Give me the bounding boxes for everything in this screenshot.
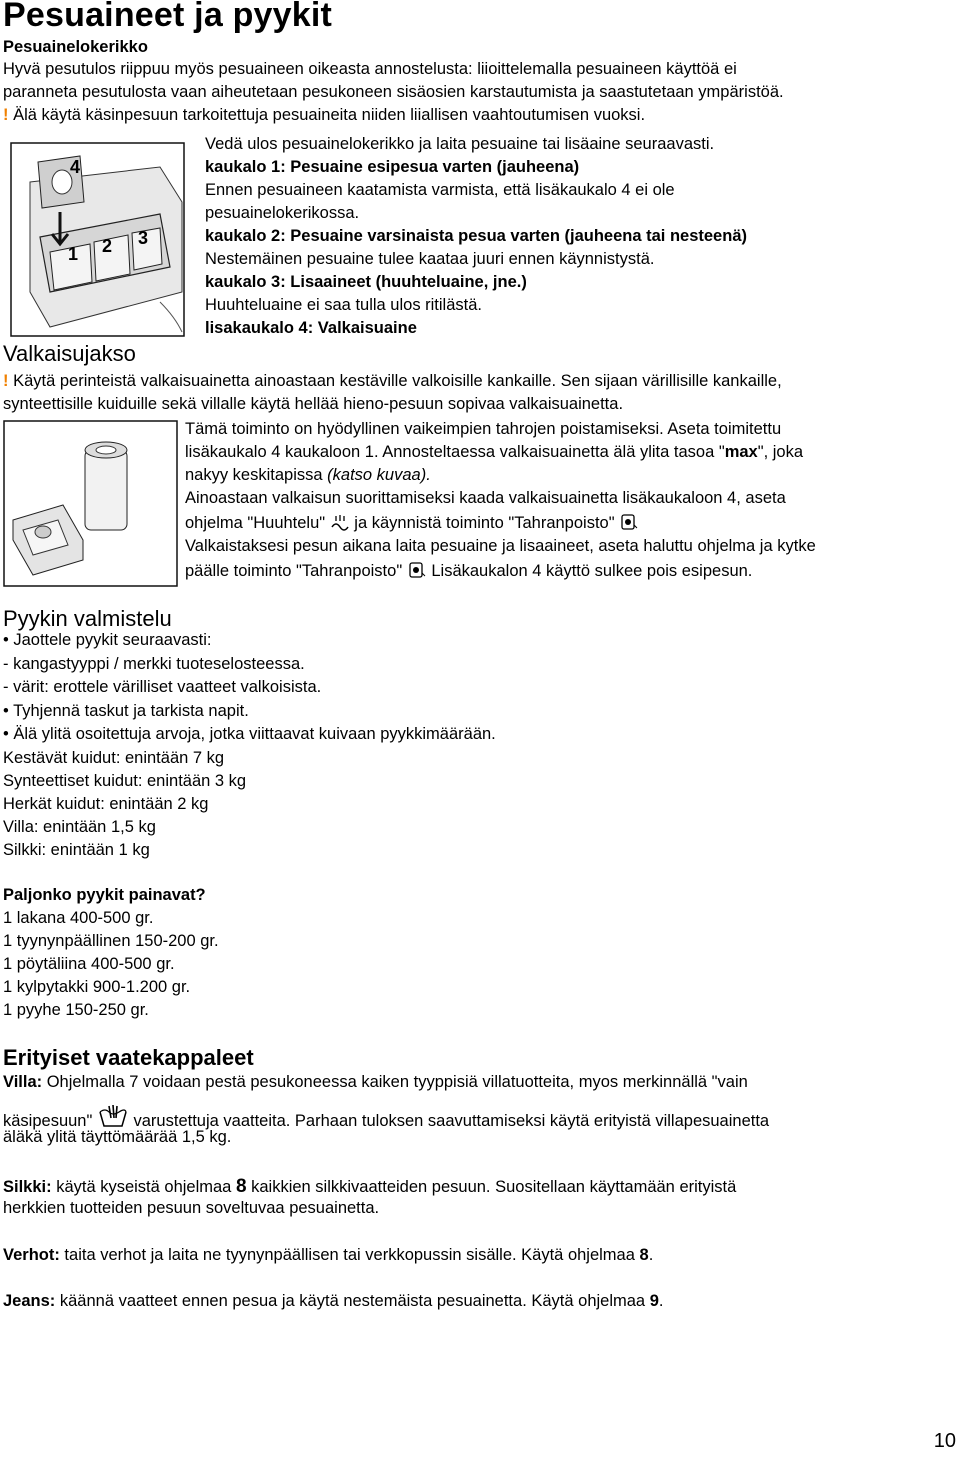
- figure-label-3: 3: [138, 228, 149, 248]
- compartment-1-text-2: pesuainelokerikossa.: [205, 204, 360, 222]
- laundry-item: • Älä ylitä osoitettuja arvoja, jotka viittaavat kuivaan pyykkimäärään.: [3, 725, 496, 743]
- page-number: 10: [933, 1430, 956, 1452]
- laundry-heading: Pyykin valmistelu: [3, 606, 172, 631]
- wool-line-3: äläkä ylitä täyttömäärää 1,5 kg.: [3, 1128, 232, 1146]
- weights-item: 1 pöytäliina 400-500 gr.: [3, 955, 175, 973]
- laundry-item: • Jaottele pyykit seuraavasti:: [3, 631, 212, 649]
- laundry-item: - kangastyyppi / merkki tuoteselosteessa.: [3, 655, 305, 673]
- compartment-1-text-1: Ennen pesuaineen kaatamista varmista, että lisäkaukalo 4 ei ole: [205, 181, 675, 199]
- rinse-icon: [330, 513, 350, 531]
- hand-wash-icon: [97, 1104, 129, 1128]
- weights-item: 1 lakana 400-500 gr.: [3, 909, 154, 927]
- figure-label-2: 2: [102, 236, 113, 256]
- curtains-line: Verhot: taita verhot ja laita ne tyynynpäällisen tai verkkopussin sisälle. Käytä ohjelmaa 8.: [3, 1246, 654, 1264]
- figure-label-4: 4: [70, 157, 81, 177]
- laundry-item: Silkki: enintään 1 kg: [3, 841, 150, 859]
- laundry-item: - värit: erottele värilliset vaatteet valkoisista.: [3, 678, 322, 696]
- pull-out-instruction: Vedä ulos pesuainelokerikko ja laita pesuaine tai lisäaine seuraavasti.: [205, 135, 715, 153]
- laundry-item: Synteettiset kuidut: enintään 3 kg: [3, 772, 247, 790]
- compartment-2-text: Nestemäinen pesuaine tulee kaataa juuri ennen käynnistystä.: [205, 250, 655, 268]
- weights-item: 1 tyynynpäällinen 150-200 gr.: [3, 932, 219, 950]
- jeans-line: Jeans: käännä vaatteet ennen pesua ja käytä nestemäista pesuainetta. Käytä ohjelmaa 9.: [3, 1292, 664, 1310]
- detergent-warning: [3, 106, 645, 125]
- detergent-heading: Pesuainelokerikko: [3, 38, 148, 56]
- detergent-intro-1: Hyvä pesutulos riippuu myös pesuaineen oikeasta annostelusta: liioittelemalla pesuaineen käyttöä ei: [3, 60, 737, 78]
- special-heading: Erityiset vaatekappaleet: [3, 1045, 254, 1070]
- wool-line-1: Villa: Ohjelmalla 7 voidaan pestä pesukoneessa kaiken tyyppisiä villatuotteita, myos merkinnällä "vain: [3, 1073, 748, 1091]
- compartment-4-title: lisakaukalo 4: Valkaisuaine: [205, 319, 417, 337]
- compartment-3-title: kaukalo 3: Lisaaineet (huuhteluaine, jne.): [205, 273, 527, 291]
- bleach-p1-c: nakyy keskitapissa (katso kuvaa).: [185, 466, 431, 484]
- warning-mark: !: [3, 372, 9, 390]
- weights-item: 1 kylpytakki 900-1.200 gr.: [3, 978, 191, 996]
- figure-label-1: 1: [68, 244, 79, 264]
- bleach-figure: [3, 420, 178, 587]
- bleach-line-2: synteettisille kuiduille sekä villalle käytä hellää hieno-pesuun sopivaa valkaisuainetta.: [3, 395, 624, 413]
- dispenser-figure: [10, 142, 185, 337]
- silk-line-1: Silkki: käytä kyseistä ohjelmaa 8 kaikkien silkkivaatteiden pesuun. Suositellaan käyttamään erityistä: [3, 1176, 737, 1197]
- bleach-line-1: ! Käytä perinteistä valkaisuainetta ainoastaan kestäville valkoisille kankaille. Sen sijaan värillisille kankaille,: [3, 372, 782, 390]
- bleach-p3-a: Valkaistaksesi pesun aikana laita pesuaine ja lisaaineet, aseta haluttu ohjelma ja kytke: [185, 537, 816, 555]
- warning-mark: !: [3, 106, 9, 124]
- warning-text: Älä käytä käsinpesuun tarkoitettuja pesuaineita niiden liiallisen vaahtoutumisen vuoksi.: [8, 106, 646, 124]
- bleach-p3-b: päälle toiminto "Tahranpoisto" Lisäkaukalon 4 käyttö sulkee pois esipesun.: [185, 562, 753, 580]
- bleach-p1-b: lisäkaukalo 4 kaukaloon 1. Annosteltaessa valkaisuainetta älä ylita tasoa "max", joka: [185, 443, 804, 461]
- laundry-item: • Tyhjennä taskut ja tarkista napit.: [3, 702, 249, 720]
- laundry-item: Villa: enintään 1,5 kg: [3, 818, 156, 836]
- weights-item: 1 pyyhe 150-250 gr.: [3, 1001, 149, 1019]
- compartment-1-title: kaukalo 1: Pesuaine esipesua varten (jauheena): [205, 158, 580, 176]
- laundry-item: Kestävät kuidut: enintään 7 kg: [3, 749, 225, 767]
- detergent-intro-2: paranneta pesutulosta vaan aiheutetaan pesukoneen sisäosien karstautumista ja saastutetaan ympäristöä.: [3, 83, 784, 101]
- laundry-item: Herkät kuidut: enintään 2 kg: [3, 795, 209, 813]
- compartment-2-title: kaukalo 2: Pesuaine varsinaista pesua varten (jauheena tai nesteenä): [205, 227, 747, 245]
- bleach-p2-a: Ainoastaan valkaisun suorittamiseksi kaada valkaisuainetta lisäkaukaloon 4, aseta: [185, 489, 786, 507]
- wool-line-2: käsipesuun" varustettuja vaatteita. Parhaan tuloksen saavuttamiseksi käytä erityistä villapesuainetta: [3, 1104, 769, 1131]
- page-title: Pesuaineet ja pyykit: [3, 0, 333, 34]
- compartment-3-text: Huuhteluaine ei saa tulla ulos ritilästä.: [205, 296, 482, 314]
- stain-removal-icon: [407, 561, 427, 579]
- bleach-heading: Valkaisujakso: [3, 341, 136, 366]
- stain-removal-icon: [619, 513, 639, 531]
- bleach-p2-b: ohjelma "Huuhtelu" ja käynnistä toiminto "Tahranpoisto": [185, 513, 639, 533]
- silk-line-2: herkkien tuotteiden pesuun soveltuvaa pesuainetta.: [3, 1199, 380, 1217]
- weights-heading: Paljonko pyykit painavat?: [3, 886, 206, 904]
- bleach-p1-a: Tämä toiminto on hyödyllinen vaikeimpien tahrojen poistamiseksi. Aseta toimitettu: [185, 420, 782, 438]
